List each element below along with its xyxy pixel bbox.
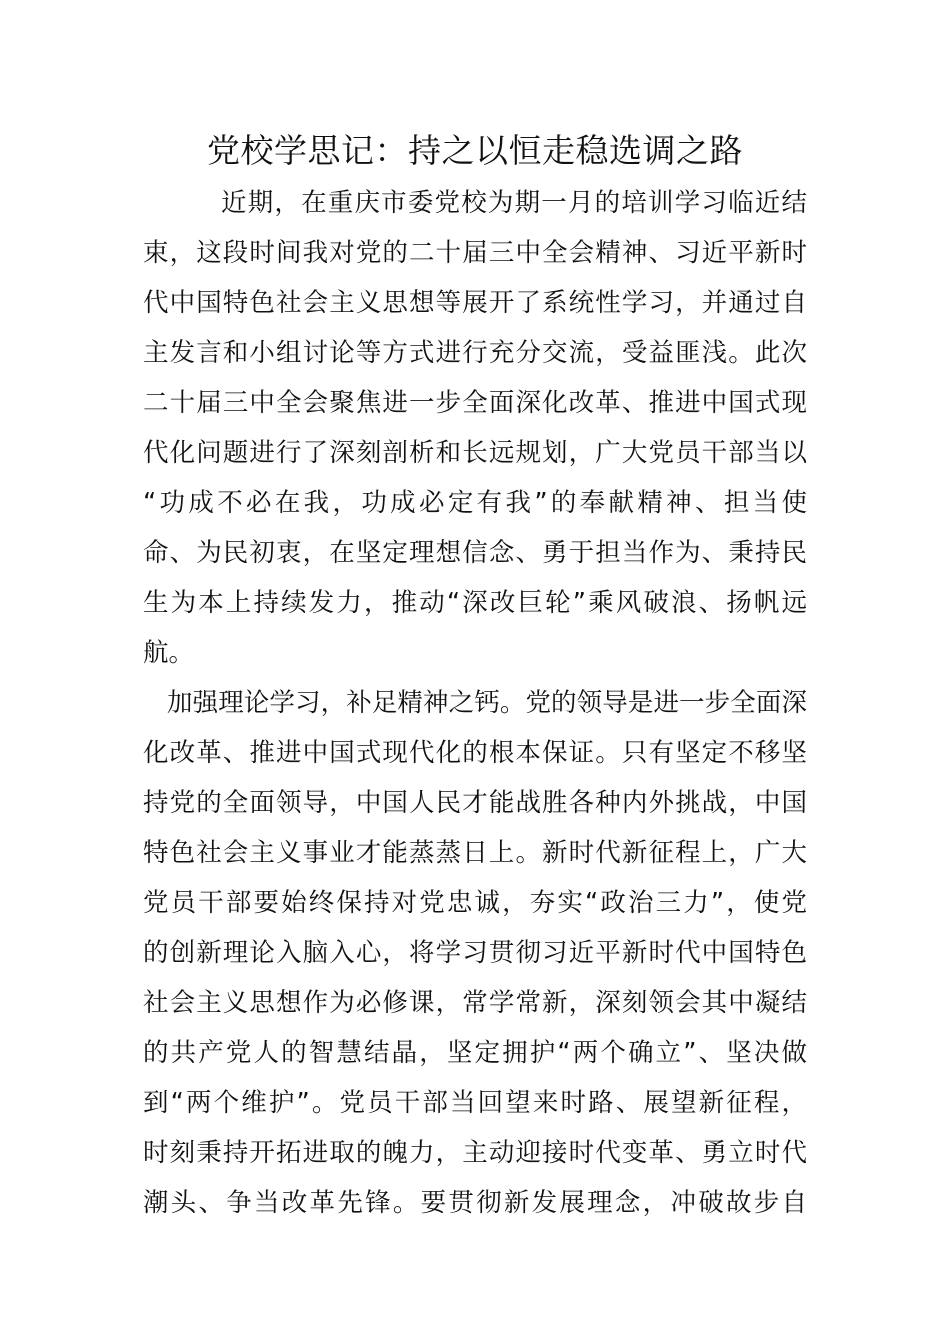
paragraph-1-line: “功成不必在我，功成必定有我”的奉献精神、担当使: [143, 488, 807, 518]
paragraph-1-line: 二十届三中全会聚焦进一步全面深化改革、推进中国式现: [143, 388, 807, 418]
document-title: 党校学思记：持之以恒走稳选调之路: [207, 131, 743, 170]
paragraph-2-line: 化改革、推进中国式现代化的根本保证。只有坚定不移坚: [143, 738, 807, 768]
paragraph-2-line: 加强理论学习，补足精神之钙。党的领导是进一步全面深: [167, 688, 807, 718]
paragraph-1-line: 主发言和小组讨论等方式进行充分交流，受益匪浅。此次: [143, 338, 807, 368]
paragraph-1-line: 近期，在重庆市委党校为期一月的培训学习临近结: [221, 188, 807, 218]
paragraph-2: [143, 678, 807, 1228]
paragraph-1-line: 航。: [143, 638, 195, 668]
paragraph-2-line: 特色社会主义事业才能蒸蒸日上。新时代新征程上，广大: [143, 838, 807, 868]
paragraph-1-line: 代中国特色社会主义思想等展开了系统性学习，并通过自: [143, 288, 807, 318]
paragraph-1-line: 代化问题进行了深刻剖析和长远规划，广大党员干部当以: [143, 438, 807, 468]
paragraph-2-line: 时刻秉持开拓进取的魄力，主动迎接时代变革、勇立时代: [143, 1138, 807, 1168]
paragraph-1-line: 命、为民初衷，在坚定理想信念、勇于担当作为、秉持民: [143, 538, 807, 568]
paragraph-2-line: 的共产党人的智慧结晶，坚定拥护“两个确立”、坚决做: [143, 1038, 807, 1068]
paragraph-1-line: 生为本上持续发力，推动“深改巨轮”乘风破浪、扬帆远: [143, 588, 807, 618]
paragraph-2-line: 社会主义思想作为必修课，常学常新，深刻领会其中凝结: [143, 988, 807, 1018]
paragraph-2-line: 党员干部要始终保持对党忠诚，夯实“政治三力”，使党: [143, 888, 807, 918]
paragraph-2-line: 的创新理论入脑入心，将学习贯彻习近平新时代中国特色: [143, 938, 807, 968]
paragraph-1: [143, 178, 807, 678]
document-body: [143, 178, 807, 1228]
paragraph-2-line: 持党的全面领导，中国人民才能战胜各种内外挑战，中国: [143, 788, 807, 818]
paragraph-2-line: 潮头、争当改革先锋。要贯彻新发展理念，冲破故步自: [143, 1188, 807, 1218]
paragraph-1-line: 束，这段时间我对党的二十届三中全会精神、习近平新时: [143, 238, 807, 268]
paragraph-2-line: 到“两个维护”。党员干部当回望来时路、展望新征程，: [143, 1088, 807, 1118]
